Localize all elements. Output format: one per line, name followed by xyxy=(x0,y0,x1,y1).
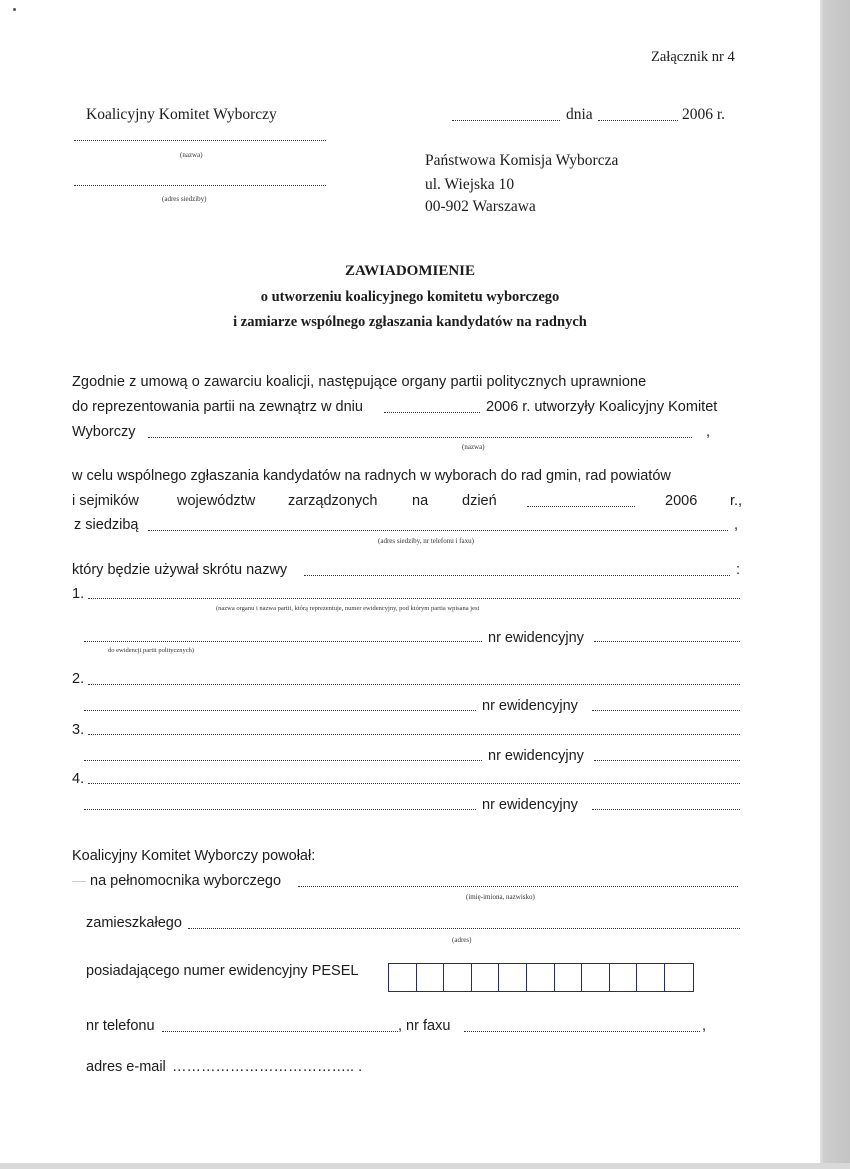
item-4-nr-field[interactable] xyxy=(592,809,740,810)
election-date-field[interactable] xyxy=(527,506,635,507)
recipient-line2: ul. Wiejska 10 xyxy=(425,176,515,193)
document-subtitle-2: i zamiarze wspólnego zgłaszania kandydatów na radnych xyxy=(233,314,587,330)
document-subtitle-1: o utworzeniu koalicyjnego komitetu wyborczego xyxy=(260,289,560,305)
pesel-digit-cell[interactable] xyxy=(389,964,417,991)
annex-label: Załącznik nr 4 xyxy=(651,49,735,65)
date-dnia: dnia xyxy=(566,106,593,123)
date-year: 2006 r. xyxy=(682,106,726,123)
para2-line1: w celu wspólnego zgłaszania kandydatów na radnych w wyborach do rad gmin, rad powiatów xyxy=(72,468,671,484)
item-1-line2-field[interactable] xyxy=(84,641,482,642)
para1-line3: Wyborczy xyxy=(72,424,136,440)
comma-2: , xyxy=(734,517,739,533)
item-2-nr-ewid: nr ewidencyjny xyxy=(482,698,578,714)
item-3-organ-field[interactable] xyxy=(88,734,740,735)
pesel-digit-cell[interactable] xyxy=(499,964,527,991)
colon: : xyxy=(736,562,741,578)
comma-1: , xyxy=(706,424,711,440)
item-1-organ-field[interactable] xyxy=(88,598,740,599)
item-number-3: 3. xyxy=(72,722,85,738)
para2-word-4: na xyxy=(412,493,429,509)
caption-adres: (adres) xyxy=(452,936,472,944)
creation-date-field[interactable] xyxy=(384,412,480,413)
caption-organ-2: do ewidencji partii politycznych) xyxy=(108,647,195,654)
item-2-nr-field[interactable] xyxy=(592,710,740,711)
item-number-1: 1. xyxy=(72,586,85,602)
pesel-digit-cell[interactable] xyxy=(527,964,555,991)
date-field[interactable] xyxy=(598,120,678,121)
committee-full-name-field[interactable] xyxy=(148,437,692,438)
email-field[interactable]: ……………………………….. . xyxy=(172,1059,363,1075)
para2-word-1: i sejmików xyxy=(72,493,139,509)
fax-field[interactable] xyxy=(464,1031,700,1032)
caption-organ-1: (nazwa organu i nazwa partii, którą reprezentuje, numer ewidencyjny, pod którym partia wpisana jest xyxy=(216,605,480,612)
item-2-organ-field[interactable] xyxy=(88,684,740,685)
resident-address-field[interactable] xyxy=(188,928,740,929)
item-number-2: 2. xyxy=(72,671,85,687)
committee-name: Koalicyjny Komitet Wyborczy xyxy=(86,106,277,123)
item-3-nr-ewid: nr ewidencyjny xyxy=(488,748,584,764)
pesel-digit-cell[interactable] xyxy=(582,964,610,991)
scan-speck xyxy=(13,8,16,11)
scan-shadow-right xyxy=(820,0,850,1169)
seat-address-field[interactable] xyxy=(148,530,728,531)
phone-field[interactable] xyxy=(162,1031,398,1032)
pesel-digit-cell[interactable] xyxy=(417,964,445,991)
item-4-nr-ewid: nr ewidencyjny xyxy=(482,797,578,813)
para1-line1: Zgodnie z umową o zawarciu koalicji, następujące organy partii politycznych uprawnione xyxy=(72,374,647,390)
recipient-line3: 00-902 Warszawa xyxy=(425,198,536,215)
caption-adres-siedziby: (adres siedziby) xyxy=(162,195,207,203)
para2-word-3: zarządzonych xyxy=(288,493,378,509)
committee-name-field[interactable] xyxy=(74,140,326,141)
email-label: adres e-mail xyxy=(86,1059,166,1075)
caption-imie: (imię-imiona, nazwisko) xyxy=(466,893,535,901)
item-number-4: 4. xyxy=(72,771,85,787)
caption-nazwa-2: (nazwa) xyxy=(462,443,485,451)
item-4-line2-field[interactable] xyxy=(84,809,476,810)
para1-line2-b: 2006 r. utworzyły Koalicyjny Komitet xyxy=(486,399,718,415)
document-title: ZAWIADOMIENIE xyxy=(344,263,476,279)
pesel-digit-cell[interactable] xyxy=(665,964,693,991)
para2-word-2: województw xyxy=(177,493,256,509)
item-3-line2-field[interactable] xyxy=(84,760,482,761)
pesel-digit-cell[interactable] xyxy=(444,964,472,991)
para2-year: 2006 xyxy=(665,493,698,509)
para1-line2-a: do reprezentowania partii na zewnątrz w dniu xyxy=(72,399,363,415)
pesel-digit-cell[interactable] xyxy=(555,964,583,991)
phone-label: nr telefonu xyxy=(86,1018,155,1034)
item-2-line2-field[interactable] xyxy=(84,710,476,711)
pesel-input[interactable] xyxy=(388,963,694,992)
recipient-line1: Państwowa Komisja Wyborcza xyxy=(425,152,619,169)
pesel-digit-cell[interactable] xyxy=(472,964,500,991)
scan-dash-mark xyxy=(72,881,86,882)
appointed-label: Koalicyjny Komitet Wyborczy powołał: xyxy=(72,848,316,864)
fax-label: , nr faxu xyxy=(398,1018,451,1034)
item-1-nr-ewid: nr ewidencyjny xyxy=(488,630,584,646)
pesel-digit-cell[interactable] xyxy=(610,964,638,991)
pesel-digit-cell[interactable] xyxy=(637,964,665,991)
pesel-label: posiadającego numer ewidencyjny PESEL xyxy=(86,963,359,979)
committee-address-field[interactable] xyxy=(74,185,326,186)
para2-r: r., xyxy=(730,493,743,509)
para2-word-5: dzień xyxy=(462,493,497,509)
resident-label: zamieszkałego xyxy=(86,915,182,931)
comma-3: , xyxy=(702,1018,707,1034)
caption-nazwa: (nazwa) xyxy=(180,151,203,159)
caption-siedziba: (adres siedziby, nr telefonu i faxu) xyxy=(378,537,474,545)
place-field[interactable] xyxy=(452,120,560,121)
item-3-nr-field[interactable] xyxy=(594,760,740,761)
agent-label: na pełnomocnika wyborczego xyxy=(90,873,282,889)
scan-shadow-bottom xyxy=(0,1163,850,1169)
abbrev-label: który będzie używał skrótu nazwy xyxy=(72,562,288,578)
item-1-nr-field[interactable] xyxy=(594,641,740,642)
para2-line3: z siedzibą xyxy=(74,517,139,533)
agent-name-field[interactable] xyxy=(298,886,738,887)
abbrev-field[interactable] xyxy=(304,575,730,576)
item-4-organ-field[interactable] xyxy=(88,783,740,784)
